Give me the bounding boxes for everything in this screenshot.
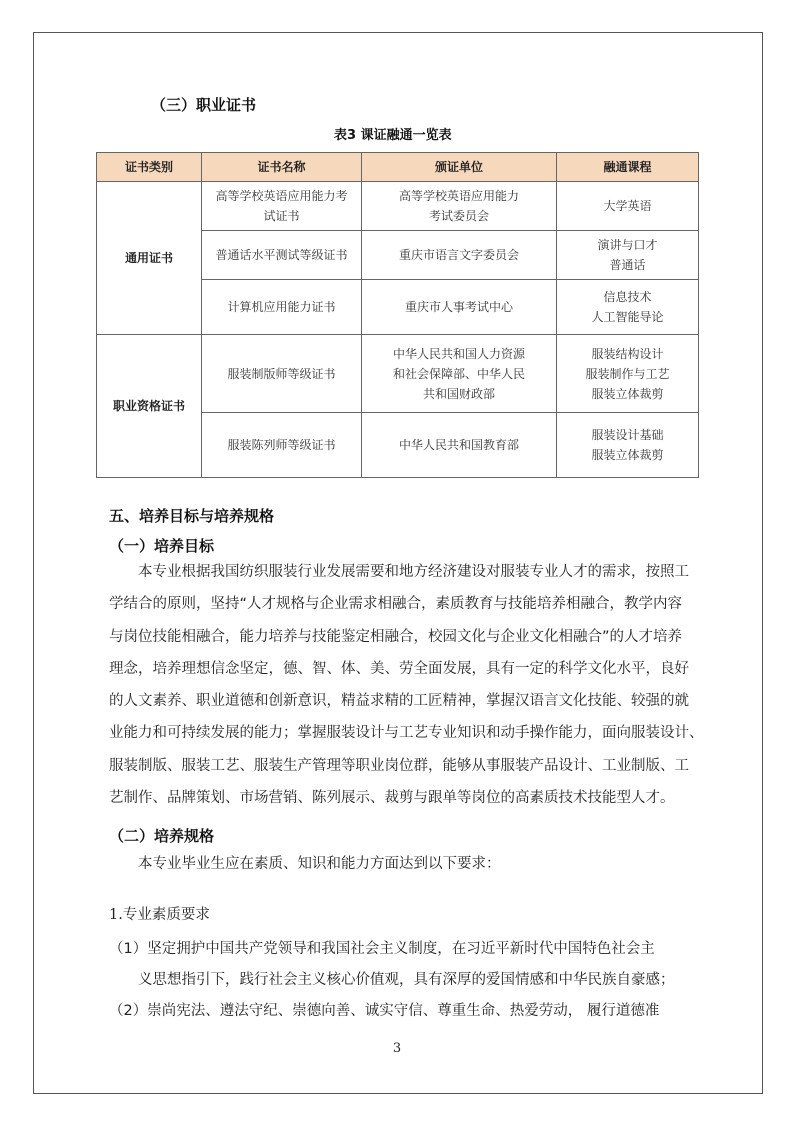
spec-intro: 本专业毕业生应在素质、知识和能力方面达到以下要求： — [138, 856, 501, 872]
spec-item-title: 1.专业素质要求 — [109, 907, 210, 923]
paragraph-line: 业能力和可持续发展的能力；掌握服装设计与工艺专业知识和动手操作能力，面向服装设计、 — [109, 725, 704, 742]
cell-text: 高等学校英语应用能力考 — [215, 189, 348, 203]
course-cell — [557, 335, 699, 413]
cell-text: 服装陈列师等级证书 — [227, 438, 336, 452]
cell-text: 服装立体裁剪 — [591, 448, 664, 462]
paragraph-line: 服装制版、服装工艺、服装生产管理等职业岗位群，能够从事服装产品设计、工业制版、工 — [109, 757, 689, 774]
category-cell: 职业资格证书 — [97, 335, 202, 478]
table-row — [97, 335, 699, 413]
cell-text: 信息技术 — [603, 290, 652, 304]
course-cell — [557, 231, 699, 280]
issuer-cell — [362, 231, 557, 280]
header-cell: 证书类别 — [97, 153, 202, 182]
cell-text: 服装设计基础 — [591, 428, 664, 442]
paragraph-line: 学结合的原则，坚持“人才规格与企业需求相融合，素质教育与技能培养相融合，教学内容 — [109, 596, 683, 613]
section-heading-certificates: （三）职业证书 — [151, 96, 257, 114]
paragraph-line: 理念，培养理想信念坚定，德、智、体、美、劳全面发展，具有一定的科学文化水平，良好 — [109, 660, 689, 677]
cell-text: 考试委员会 — [428, 209, 489, 223]
cert-name-cell — [202, 335, 362, 413]
cell-text: 计算机应用能力证书 — [227, 300, 336, 314]
subheading-goals: （一）培养目标 — [109, 537, 215, 555]
table-caption: 表3 课证融通一览表 — [334, 128, 452, 143]
header-cell: 证书名称 — [202, 153, 362, 182]
cell-text: 重庆市语言文字委员会 — [398, 248, 519, 262]
cert-name-cell — [202, 182, 362, 231]
cell-text: 演讲与口才 — [597, 238, 658, 252]
cell-text: 普通话 — [609, 258, 646, 272]
cell-text: 高等学校英语应用能力 — [398, 189, 519, 203]
cell-text: 服装制版师等级证书 — [227, 366, 336, 381]
cert-name-cell — [202, 280, 362, 335]
course-cell — [557, 182, 699, 231]
subheading-specifications: （二）培养规格 — [109, 827, 215, 845]
header-cell: 融通课程 — [557, 153, 699, 182]
cell-text: 服装结构设计 — [591, 346, 664, 361]
course-cell — [557, 280, 699, 335]
cell-text: 中华人民共和国教育部 — [398, 438, 519, 452]
cell-text: 中华人民共和国人力资源 — [392, 346, 525, 361]
section-heading-training: 五、培养目标与培养规格 — [109, 507, 275, 525]
category-cell: 通用证书 — [97, 182, 202, 335]
cell-text: 试证书 — [263, 209, 300, 223]
cell-text: 人工智能导论 — [591, 310, 664, 324]
cell-text: 服装立体裁剪 — [591, 386, 664, 401]
cert-name-cell — [202, 413, 362, 478]
cell-text: 共和国财政部 — [422, 386, 495, 401]
issuer-cell — [362, 413, 557, 478]
goal-paragraph — [109, 556, 723, 814]
requirement-2-line-1: （2）崇尚宪法、遵法守纪、崇德向善、诚实守信、尊重生命、热爱劳动， 履行道德准 — [109, 1003, 660, 1019]
requirement-1-line-2: 义思想指引下，践行社会主义核心价值观，具有深厚的爱国情感和中华民族自豪感； — [138, 972, 675, 988]
cell-text: 服装制作与工艺 — [585, 366, 670, 381]
header-cell: 颁证单位 — [362, 153, 557, 182]
paragraph-line: 本专业根据我国纺织服装行业发展需要和地方经济建设对服装专业人才的需求，按照工 — [138, 564, 689, 580]
course-cell — [557, 413, 699, 478]
issuer-cell — [362, 280, 557, 335]
table-header-row — [97, 153, 699, 182]
paragraph-line: 艺制作、品牌策划、市场营销、陈列展示、裁剪与跟单等岗位的高素质技术技能型人才。 — [109, 790, 675, 807]
paragraph-line: 的人文素养、职业道德和创新意识，精益求精的工匠精神，掌握汉语言文化技能、较强的就 — [109, 693, 689, 710]
cell-text: 重庆市人事考试中心 — [404, 300, 513, 314]
issuer-cell — [362, 182, 557, 231]
cell-text: 大学英语 — [603, 199, 652, 213]
cell-text: 和社会保障部、中华人民 — [392, 366, 525, 381]
cert-name-cell — [202, 231, 362, 280]
certificate-table — [96, 152, 699, 478]
requirement-1-line-1: （1）坚定拥护中国共产党领导和我国社会主义制度，在习近平新时代中国特色社会主 — [109, 941, 655, 957]
paragraph-line: 与岗位技能相融合，能力培养与技能鉴定相融合，校园文化与企业文化相融合”的人才培养 — [109, 628, 683, 645]
table-row — [97, 182, 699, 231]
issuer-cell — [362, 335, 557, 413]
page-number: 3 — [392, 1041, 402, 1056]
cell-text: 普通话水平测试等级证书 — [215, 248, 348, 262]
